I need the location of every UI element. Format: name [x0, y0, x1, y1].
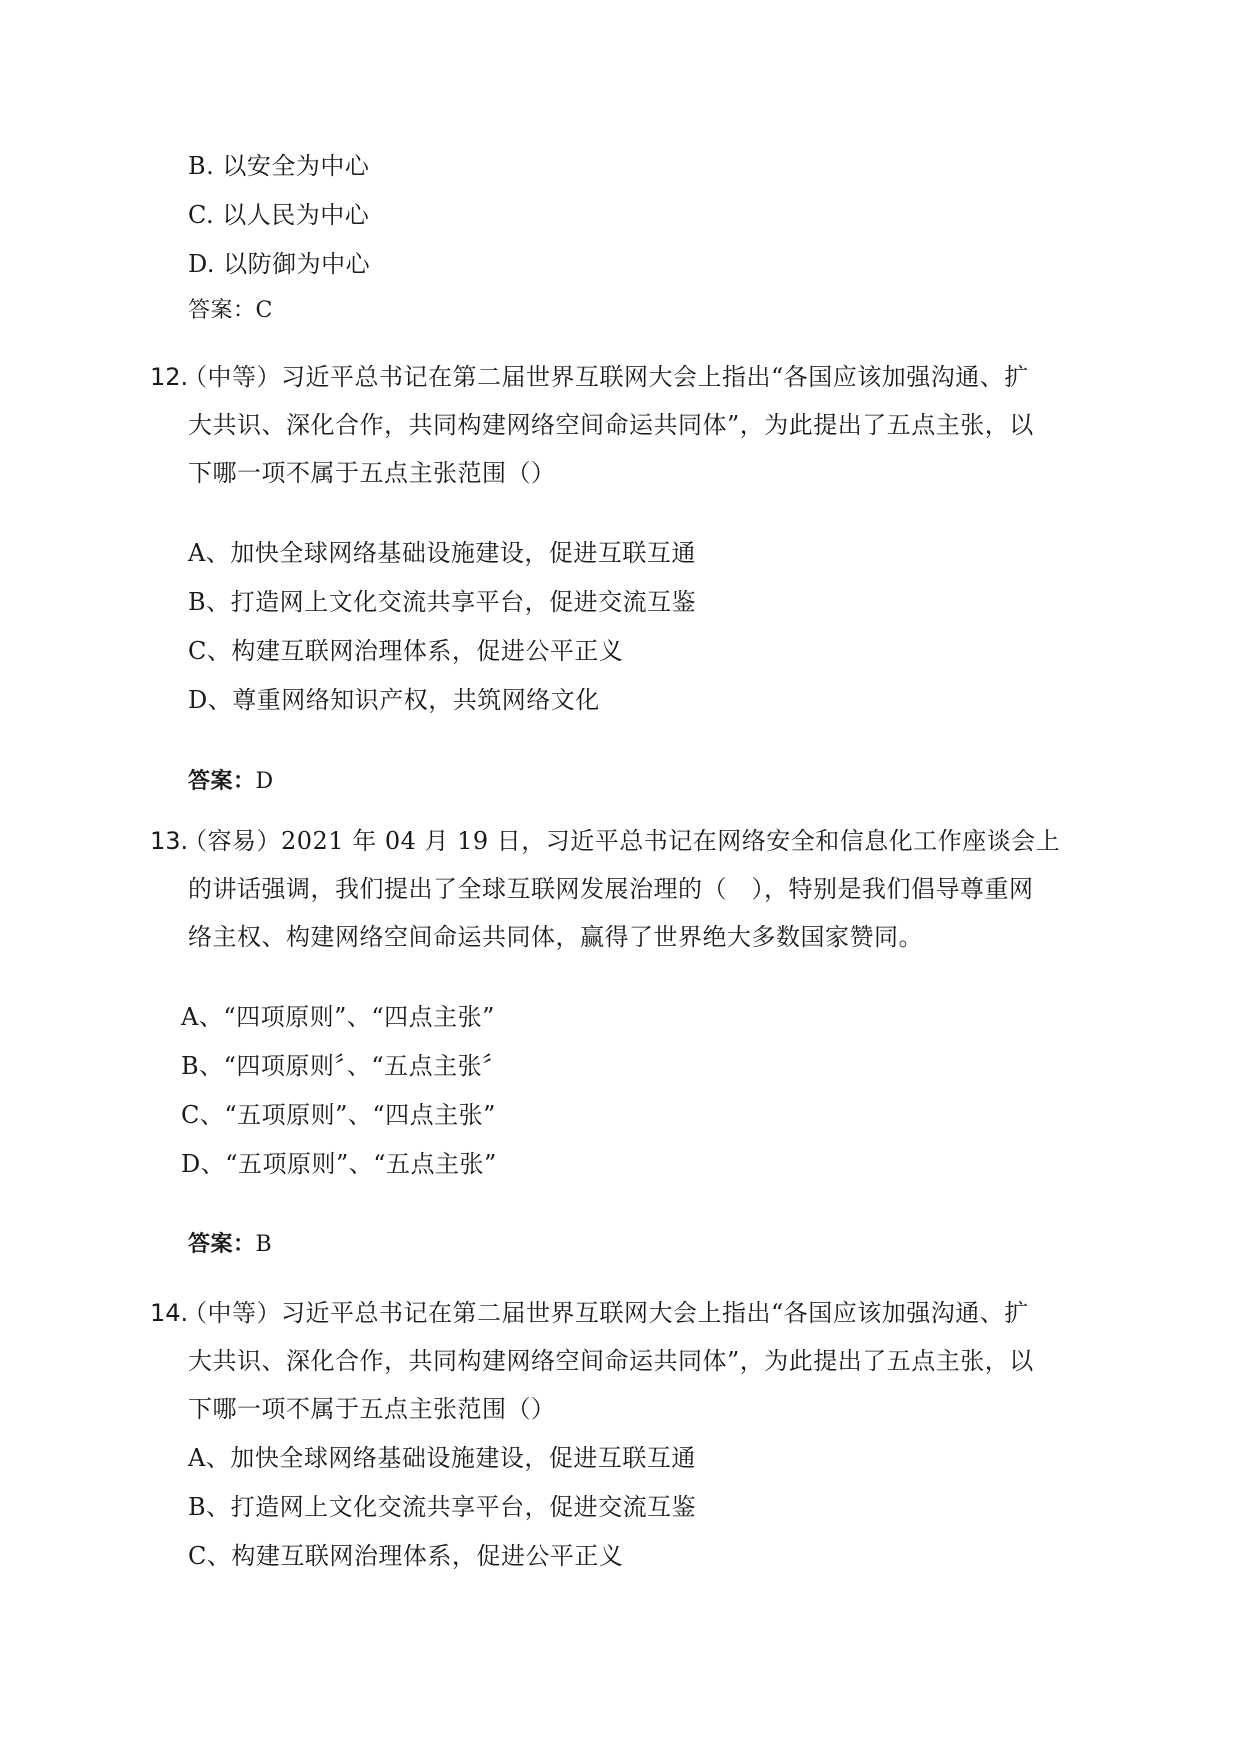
- q13-option-b: B、“四项原则〞、“五点主张〞: [181, 1052, 507, 1080]
- q13-option-c: C、“五项原则”、“四点主张”: [181, 1101, 496, 1129]
- q13-option-d: D、“五项原则”、“五点主张”: [181, 1150, 497, 1178]
- q12-option-b: B、打造网上文化交流共享平台，促进交流互鉴: [188, 588, 697, 616]
- q14-number: 14.: [150, 1299, 189, 1327]
- q13-stem-line-1: （容易）2021 年 04 月 19 日，习近平总书记在网络安全和信息化工作座谈会上: [183, 827, 1061, 855]
- q14-stem-line-1: （中等）习近平总书记在第二届世界互联网大会上指出“各国应该加强沟通、扩: [183, 1299, 1029, 1327]
- q13-option-a: A、“四项原则”、“四点主张”: [181, 1003, 495, 1031]
- q12-stem-line-1: （中等）习近平总书记在第二届世界互联网大会上指出“各国应该加强沟通、扩: [183, 363, 1029, 391]
- q12-option-a: A、加快全球网络基础设施建设，促进互联互通: [188, 539, 696, 567]
- q12-option-d: D、尊重网络知识产权，共筑网络文化: [188, 686, 600, 714]
- q14-stem-line-3: 下哪一项不属于五点主张范围（）: [188, 1395, 556, 1423]
- q13-answer: [188, 1230, 272, 1260]
- q14-option-a: A、加快全球网络基础设施建设，促进互联互通: [188, 1444, 696, 1472]
- q12-option-c: C、构建互联网治理体系，促进公平正义: [188, 637, 624, 665]
- q14-stem-line-2: 大共识、深化合作，共同构建网络空间命运共同体”，为此提出了五点主张，以: [188, 1347, 1034, 1375]
- q14-option-c: C、构建互联网治理体系，促进公平正义: [188, 1542, 624, 1570]
- q13-stem-line-2: 的讲话强调，我们提出了全球互联网发展治理的（ ），特别是我们倡导尊重网: [188, 875, 1034, 903]
- q11-option-c: C. 以人民为中心: [188, 201, 370, 229]
- q13-answer-value: B: [255, 1232, 273, 1257]
- q11-answer: 答案：C: [188, 298, 273, 323]
- q12-stem-line-2: 大共识、深化合作，共同构建网络空间命运共同体”，为此提出了五点主张，以: [188, 411, 1034, 439]
- q11-option-b: B. 以安全为中心: [188, 152, 370, 180]
- q13-stem-line-3: 络主权、构建网络空间命运共同体，赢得了世界绝大多数国家赞同。: [188, 923, 923, 951]
- q13-number: 13.: [150, 827, 189, 855]
- q14-option-b: B、打造网上文化交流共享平台，促进交流互鉴: [188, 1493, 697, 1521]
- q12-stem-line-3: 下哪一项不属于五点主张范围（）: [188, 459, 556, 487]
- q12-answer-value: D: [255, 769, 274, 794]
- q12-answer-label: 答案：: [188, 769, 256, 794]
- q13-answer-label: 答案：: [188, 1232, 256, 1257]
- q12-answer: [188, 767, 274, 797]
- q11-option-d: D. 以防御为中心: [188, 250, 371, 278]
- q12-number: 12.: [150, 363, 189, 391]
